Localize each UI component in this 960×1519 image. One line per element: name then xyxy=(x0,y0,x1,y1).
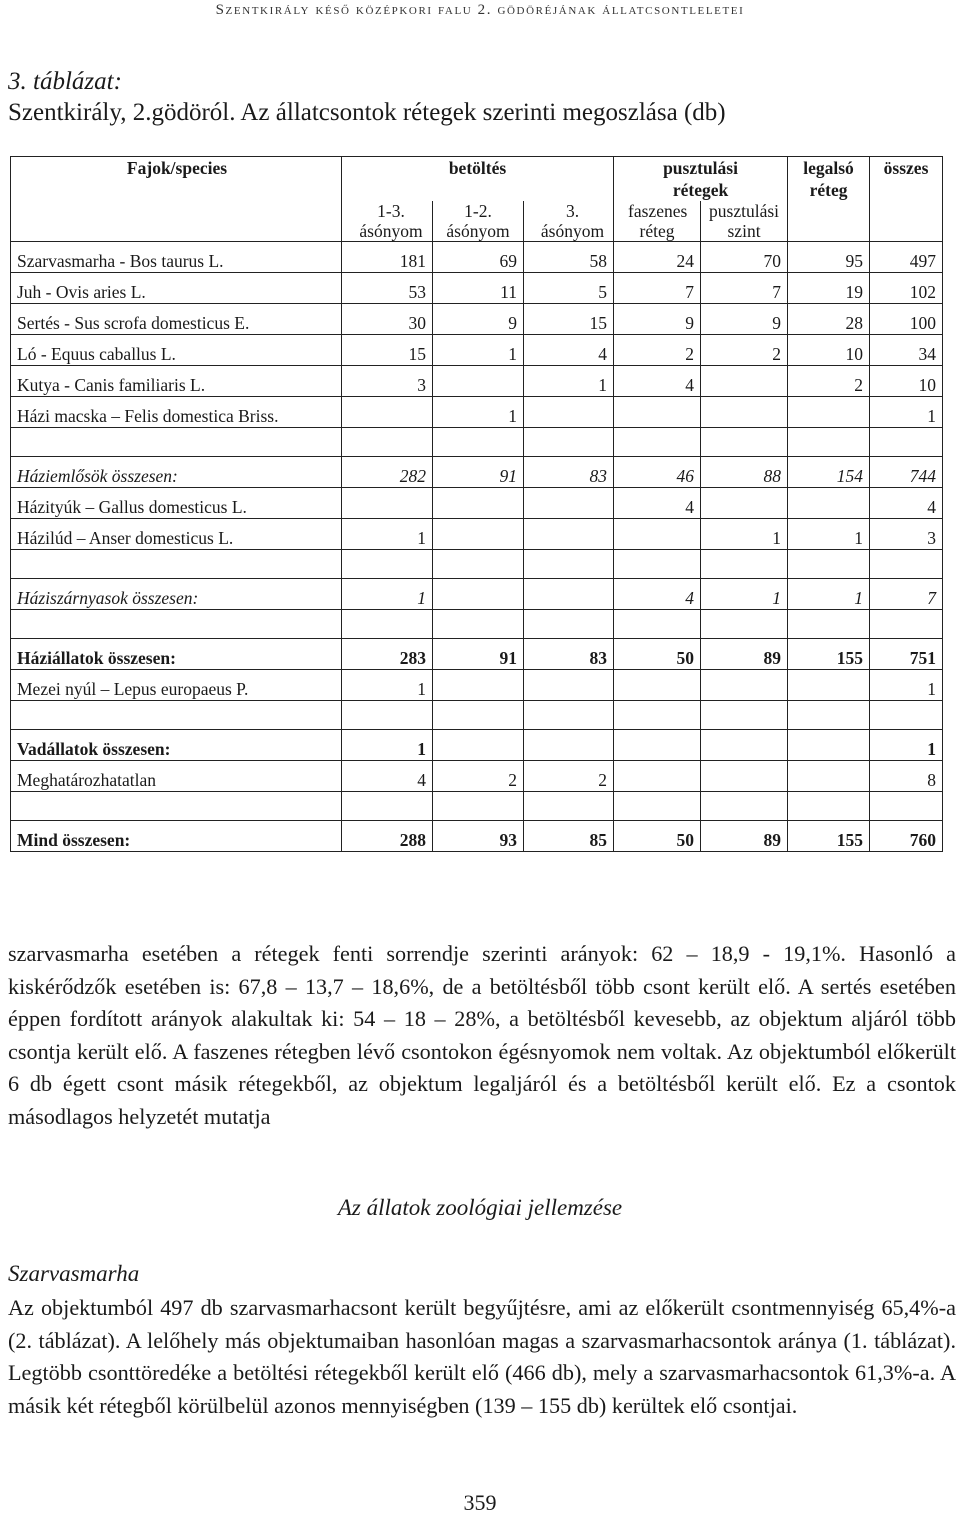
table-cell xyxy=(11,428,342,457)
count-cell: 4 xyxy=(614,366,701,397)
species-name: Háziállatok összesen: xyxy=(11,639,342,670)
count-cell: 88 xyxy=(701,457,788,488)
count-cell: 4 xyxy=(614,579,701,610)
table-cell xyxy=(524,792,614,821)
count-cell: 155 xyxy=(788,639,870,670)
count-cell: 497 xyxy=(870,242,943,273)
species-name: Háziemlősök összesen: xyxy=(11,457,342,488)
count-cell: 1 xyxy=(433,397,524,428)
header-sub-3: 3. ásónyom xyxy=(524,201,614,242)
count-cell: 181 xyxy=(342,242,433,273)
count-cell: 4 xyxy=(614,488,701,519)
species-name: Háziszárnyasok összesen: xyxy=(11,579,342,610)
count-cell: 28 xyxy=(788,304,870,335)
count-cell xyxy=(614,519,701,550)
count-cell: 751 xyxy=(870,639,943,670)
species-name: Mezei nyúl – Lepus europaeus P. xyxy=(11,670,342,701)
count-cell: 282 xyxy=(342,457,433,488)
count-cell: 7 xyxy=(870,579,943,610)
count-cell: 89 xyxy=(701,821,788,852)
species-name: Vadállatok összesen: xyxy=(11,730,342,761)
table-cell xyxy=(870,550,943,579)
table-cell xyxy=(614,701,701,730)
count-cell: 9 xyxy=(433,304,524,335)
count-cell: 10 xyxy=(788,335,870,366)
table-cell xyxy=(701,550,788,579)
count-cell: 19 xyxy=(788,273,870,304)
count-cell xyxy=(614,397,701,428)
table-label: 3. táblázat: xyxy=(8,68,122,95)
table-cell xyxy=(870,792,943,821)
table-spacer-row xyxy=(11,610,943,639)
count-cell: 2 xyxy=(788,366,870,397)
count-cell: 46 xyxy=(614,457,701,488)
count-cell: 83 xyxy=(524,457,614,488)
header-species: Fajok/species xyxy=(11,157,342,242)
header-total: összes xyxy=(870,157,943,242)
subsection-title: Szarvasmarha xyxy=(8,1261,140,1286)
count-cell: 53 xyxy=(342,273,433,304)
count-cell: 2 xyxy=(433,761,524,792)
table-caption xyxy=(8,66,726,128)
header-sub-1-3: 1-3. ásónyom xyxy=(342,201,433,242)
table-cell xyxy=(11,701,342,730)
count-cell xyxy=(701,366,788,397)
count-cell xyxy=(524,670,614,701)
table-cell xyxy=(342,428,433,457)
table-cell xyxy=(433,428,524,457)
table-cell xyxy=(701,792,788,821)
table-cell xyxy=(870,428,943,457)
count-cell xyxy=(433,579,524,610)
table-row xyxy=(11,366,943,397)
count-cell: 283 xyxy=(342,639,433,670)
count-cell: 4 xyxy=(524,335,614,366)
count-cell: 154 xyxy=(788,457,870,488)
table-cell xyxy=(870,701,943,730)
count-cell xyxy=(433,519,524,550)
table-cell xyxy=(788,550,870,579)
species-name: Házilúd – Anser domesticus L. xyxy=(11,519,342,550)
count-cell: 1 xyxy=(788,519,870,550)
table-cell xyxy=(433,701,524,730)
table-cell xyxy=(701,610,788,639)
count-cell: 1 xyxy=(433,335,524,366)
count-cell xyxy=(433,488,524,519)
count-cell xyxy=(788,761,870,792)
table-cell xyxy=(524,428,614,457)
count-cell: 3 xyxy=(870,519,943,550)
count-cell xyxy=(701,730,788,761)
running-head: Szentkirály késő középkori falu 2. gödöréjának állatcsontleletei xyxy=(215,2,745,18)
count-cell: 50 xyxy=(614,821,701,852)
species-name: Juh - Ovis aries L. xyxy=(11,273,342,304)
species-name: Mind összesen: xyxy=(11,821,342,852)
count-cell: 288 xyxy=(342,821,433,852)
count-cell: 85 xyxy=(524,821,614,852)
table-row xyxy=(11,821,943,852)
table-spacer-row xyxy=(11,792,943,821)
header-destruction-layers: pusztulási rétegek xyxy=(614,157,788,202)
species-name: Házityúk – Gallus domesticus L. xyxy=(11,488,342,519)
species-name: Sertés - Sus scrofa domesticus E. xyxy=(11,304,342,335)
table-cell xyxy=(614,428,701,457)
species-name: Kutya - Canis familiaris L. xyxy=(11,366,342,397)
table-cell xyxy=(342,701,433,730)
table-row xyxy=(11,639,943,670)
table-row xyxy=(11,488,943,519)
paragraph-ratios-text: szarvasmarha esetében a rétegek fenti sorrendje szerinti arányok: 62 – 18,9 - 19,1%. Hasonló a kiskérődzők esetében is: 67,8 – 13,7 – 18,6%, de a betöltésből több csont került elő. A sertés esetében éppen fordított arányok alakultak ki: 54 – 18 – 28%, a betöltésből kevesebb, az objektum aljáról több csontja került elő. A faszenes rétegben lévő csontokon égésnyomok nem voltak. Az objektumból előkerült 6 db égett csont másik rétegekből, az objektum legaljáról és a betöltésből került elő. Ez a csontok másodlagos helyzetét mutatja xyxy=(8,941,956,1129)
table-spacer-row xyxy=(11,428,943,457)
count-cell: 760 xyxy=(870,821,943,852)
count-cell xyxy=(701,397,788,428)
count-cell: 93 xyxy=(433,821,524,852)
count-cell: 69 xyxy=(433,242,524,273)
paragraph-ratios xyxy=(8,938,956,1134)
species-name: Szarvasmarha - Bos taurus L. xyxy=(11,242,342,273)
count-cell xyxy=(342,488,433,519)
count-cell xyxy=(524,730,614,761)
count-cell xyxy=(701,670,788,701)
table-title: Szentkirály, 2.gödöról. Az állatcsontok rétegek szerinti megoszlása (db) xyxy=(8,99,726,126)
count-cell: 1 xyxy=(342,730,433,761)
count-cell xyxy=(614,730,701,761)
count-cell: 155 xyxy=(788,821,870,852)
table-cell xyxy=(524,701,614,730)
count-cell xyxy=(614,761,701,792)
species-name: Házi macska – Felis domestica Briss. xyxy=(11,397,342,428)
count-cell xyxy=(524,397,614,428)
table-cell xyxy=(342,792,433,821)
header-fill: betöltés xyxy=(342,157,614,202)
count-cell: 100 xyxy=(870,304,943,335)
paragraph-cattle xyxy=(8,1292,956,1422)
count-cell xyxy=(433,670,524,701)
count-cell: 91 xyxy=(433,639,524,670)
count-cell: 83 xyxy=(524,639,614,670)
count-cell: 91 xyxy=(433,457,524,488)
count-cell: 8 xyxy=(870,761,943,792)
table-cell xyxy=(788,701,870,730)
count-cell xyxy=(614,670,701,701)
count-cell xyxy=(788,670,870,701)
table-row xyxy=(11,670,943,701)
count-cell: 3 xyxy=(342,366,433,397)
count-cell xyxy=(701,488,788,519)
count-cell: 9 xyxy=(614,304,701,335)
count-cell: 1 xyxy=(701,579,788,610)
header-lowest-layer: legalsó réteg xyxy=(788,157,870,242)
count-cell xyxy=(701,761,788,792)
count-cell: 744 xyxy=(870,457,943,488)
count-cell: 102 xyxy=(870,273,943,304)
count-cell: 50 xyxy=(614,639,701,670)
count-cell xyxy=(524,488,614,519)
count-cell: 4 xyxy=(342,761,433,792)
count-cell: 95 xyxy=(788,242,870,273)
table-cell xyxy=(870,610,943,639)
table-cell xyxy=(701,701,788,730)
count-cell: 1 xyxy=(342,670,433,701)
table-row xyxy=(11,304,943,335)
table-row xyxy=(11,761,943,792)
table-spacer-row xyxy=(11,550,943,579)
count-cell: 5 xyxy=(524,273,614,304)
count-cell: 70 xyxy=(701,242,788,273)
count-cell xyxy=(524,519,614,550)
count-cell: 9 xyxy=(701,304,788,335)
count-cell: 10 xyxy=(870,366,943,397)
count-cell: 15 xyxy=(342,335,433,366)
count-cell xyxy=(788,397,870,428)
table-cell xyxy=(788,428,870,457)
count-cell: 2 xyxy=(701,335,788,366)
count-cell: 1 xyxy=(342,519,433,550)
table-cell xyxy=(342,610,433,639)
species-name: Ló - Equus caballus L. xyxy=(11,335,342,366)
header-sub-charcoal: faszenes réteg xyxy=(614,201,701,242)
table-cell xyxy=(788,792,870,821)
count-cell: 1 xyxy=(788,579,870,610)
header-sub-destruction-level: pusztulási szint xyxy=(701,201,788,242)
paragraph-cattle-text: Az objektumból 497 db szarvasmarhacsont került begyűjtésre, ami az előkerült csontmennyiség 65,4%-a (2. táblázat). A lelőhely más objektumaiban hasonlóan magas a szarvasmarhacsontok aránya (1. táblázat). Legtöbb csonttöredéke a betöltési rétegekből került elő (466 db), mely a szarvasmarhacsontok 61,3%-a. A másik két rétegből körülbelül azonos mennyiségben (139 – 155 db) kerültek elő csontjai. xyxy=(8,1295,956,1418)
count-cell: 2 xyxy=(614,335,701,366)
table-cell xyxy=(524,610,614,639)
count-cell: 7 xyxy=(701,273,788,304)
table-spacer-row xyxy=(11,701,943,730)
count-cell: 15 xyxy=(524,304,614,335)
header-sub-1-2: 1-2. ásónyom xyxy=(433,201,524,242)
table-cell xyxy=(11,550,342,579)
count-cell xyxy=(788,488,870,519)
page-number: 359 xyxy=(463,1490,497,1515)
table-row xyxy=(11,579,943,610)
count-cell xyxy=(433,366,524,397)
table-cell xyxy=(701,428,788,457)
count-cell: 7 xyxy=(614,273,701,304)
count-cell: 58 xyxy=(524,242,614,273)
table-cell xyxy=(524,550,614,579)
table-cell xyxy=(11,792,342,821)
table-cell xyxy=(433,792,524,821)
species-name: Meghatározhatatlan xyxy=(11,761,342,792)
count-cell: 1 xyxy=(870,730,943,761)
count-cell xyxy=(342,397,433,428)
count-cell: 1 xyxy=(870,397,943,428)
section-title: Az állatok zoológiai jellemzése xyxy=(337,1195,623,1220)
count-cell: 1 xyxy=(342,579,433,610)
table-cell xyxy=(342,550,433,579)
table-row xyxy=(11,519,943,550)
table-cell xyxy=(433,550,524,579)
table-cell xyxy=(614,610,701,639)
table-cell xyxy=(788,610,870,639)
count-cell: 2 xyxy=(524,761,614,792)
count-cell xyxy=(433,730,524,761)
table-row xyxy=(11,273,943,304)
table-cell xyxy=(11,610,342,639)
count-cell: 1 xyxy=(524,366,614,397)
count-cell xyxy=(524,579,614,610)
count-cell: 30 xyxy=(342,304,433,335)
table-row xyxy=(11,457,943,488)
fauna-table xyxy=(10,156,943,852)
count-cell: 11 xyxy=(433,273,524,304)
count-cell: 34 xyxy=(870,335,943,366)
count-cell: 4 xyxy=(870,488,943,519)
table-cell xyxy=(433,610,524,639)
table-row xyxy=(11,730,943,761)
count-cell: 1 xyxy=(701,519,788,550)
table-row xyxy=(11,397,943,428)
count-cell: 24 xyxy=(614,242,701,273)
count-cell xyxy=(788,730,870,761)
count-cell: 89 xyxy=(701,639,788,670)
table-row xyxy=(11,242,943,273)
table-row xyxy=(11,335,943,366)
table-cell xyxy=(614,792,701,821)
table-cell xyxy=(614,550,701,579)
count-cell: 1 xyxy=(870,670,943,701)
